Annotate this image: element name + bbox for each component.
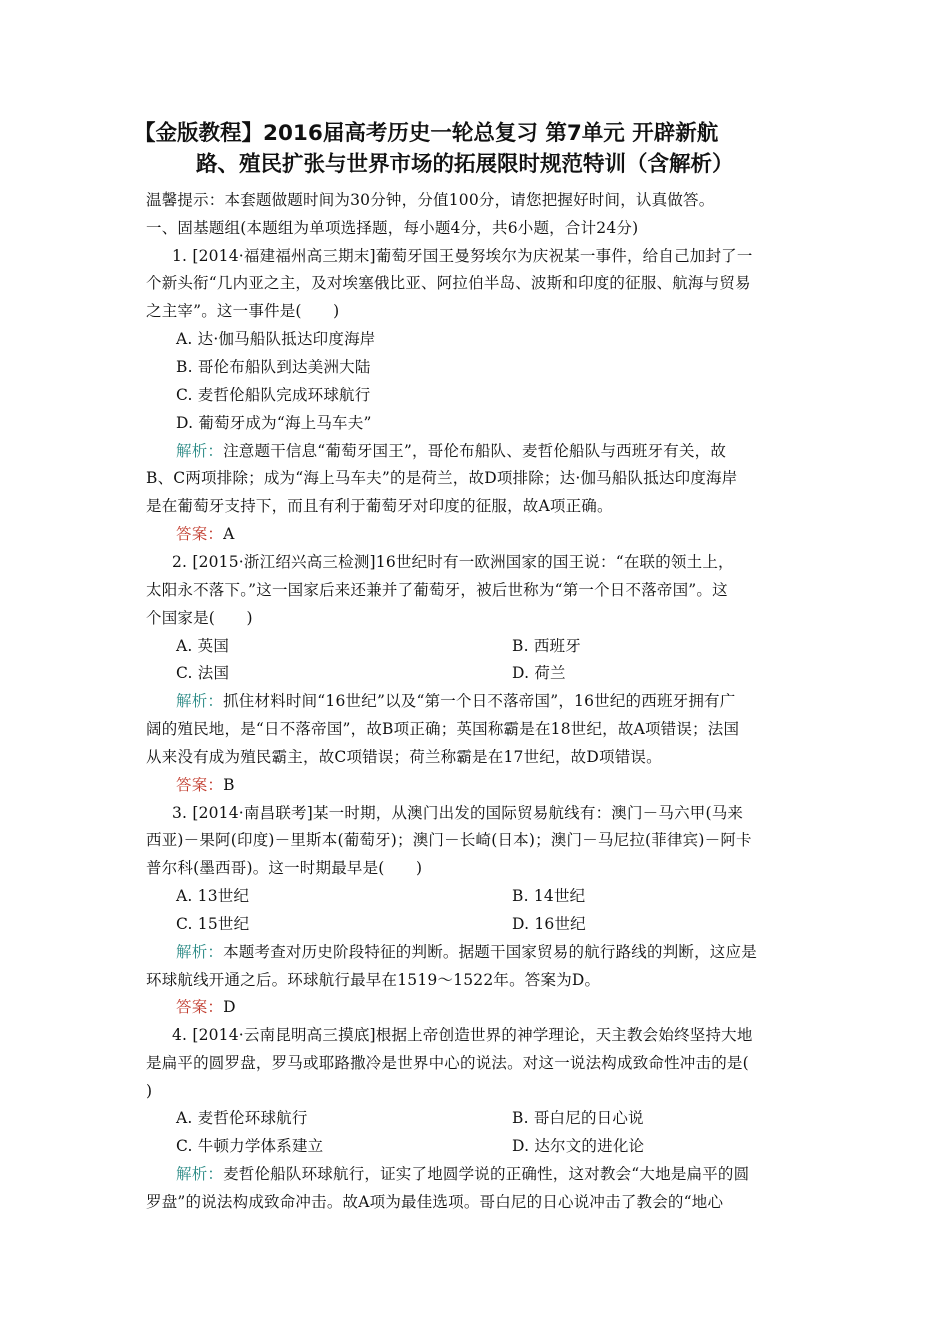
q2-analysis-line: 阔的殖民地，是“日不落帝国”，故B项正确；英国称霸是在18世纪，故A项错误；法国 <box>146 720 740 738</box>
answer-label: 答案： <box>176 776 224 794</box>
analysis-label: 解析： <box>176 692 224 710</box>
q2-option-c: C. 法国 <box>176 664 230 682</box>
analysis-label: 解析： <box>176 442 224 460</box>
q2-answer <box>176 775 235 795</box>
q2-option-d: D. 荷兰 <box>512 664 566 682</box>
analysis-label: 解析： <box>176 1165 224 1183</box>
q4-stem-line: ) <box>146 1082 153 1100</box>
q2-option-b: B. 西班牙 <box>512 637 581 655</box>
analysis-label: 解析： <box>176 943 224 961</box>
document-title <box>120 118 850 180</box>
q4-option-b: B. 哥白尼的日心说 <box>512 1109 644 1127</box>
q1-answer <box>176 524 235 544</box>
q4-analysis-line: 罗盘”的说法构成致命冲击。故A项为最佳选项。哥白尼的日心说冲击了教会的“地心 <box>146 1193 724 1211</box>
tip-text: 温馨提示：本套题做题时间为30分钟，分值100分，请您把握好时间，认真做答。 <box>146 191 715 209</box>
q4-stem-line: 4. [2014·云南昆明高三摸底]根据上帝创造世界的神学理论，天主教会始终坚持大地 <box>172 1026 753 1044</box>
q4-option-d: D. 达尔文的进化论 <box>512 1137 645 1155</box>
q1-option-a: A. 达·伽马船队抵达印度海岸 <box>176 330 376 348</box>
q2-option-a: A. 英国 <box>176 637 230 655</box>
q4-option-c: C. 牛顿力学体系建立 <box>176 1137 324 1155</box>
q3-option-c: C. 15世纪 <box>176 915 250 933</box>
q1-stem-line: 个新头衔“几内亚之主，及对埃塞俄比亚、阿拉伯半岛、波斯和印度的征服、航海与贸易 <box>146 274 751 292</box>
q4-analysis-line <box>176 1164 749 1184</box>
q3-analysis-line: 环球航线开通之后。环球航行最早在1519～1522年。答案为D。 <box>146 971 601 989</box>
q1-analysis-text: 注意题干信息“葡萄牙国王”，哥伦布船队、麦哲伦船队与西班牙有关，故 <box>223 442 727 460</box>
q3-stem-line: 普尔科(墨西哥)。这一时期最早是( ) <box>146 859 423 877</box>
q2-analysis-line <box>176 691 735 711</box>
q3-option-d: D. 16世纪 <box>512 915 586 933</box>
q3-answer-value: D <box>223 998 236 1016</box>
q1-option-c: C. 麦哲伦船队完成环球航行 <box>176 386 371 404</box>
q1-analysis-line <box>176 441 726 461</box>
q3-stem-line: 西亚)－果阿(印度)－里斯本(葡萄牙)；澳门－长崎(日本)；澳门－马尼拉(菲律宾)－阿卡 <box>146 831 752 849</box>
q1-analysis-line: B、C两项排除；成为“海上马车夫”的是荷兰，故D项排除；达·伽马船队抵达印度海岸 <box>146 469 738 487</box>
section-heading: 一、固基题组(本题组为单项选择题，每小题4分，共6小题，合计24分) <box>146 219 639 237</box>
answer-label: 答案： <box>176 525 224 543</box>
q3-answer <box>176 997 236 1017</box>
q2-stem-line: 个国家是( ) <box>146 609 253 627</box>
title-line-2: 路、殖民扩张与世界市场的拓展限时规范特训（含解析） <box>196 152 734 177</box>
q1-answer-value: A <box>223 525 235 543</box>
q4-analysis-text: 麦哲伦船队环球航行，证实了地圆学说的正确性，这对教会“大地是扁平的圆 <box>223 1165 750 1183</box>
q2-stem-line: 2. [2015·浙江绍兴高三检测]16世纪时有一欧洲国家的国王说：“在联的领土上， <box>172 553 734 571</box>
title-line-1: 【金版教程】2016届高考历史一轮总复习 第7单元 开辟新航 <box>134 121 719 146</box>
q1-option-b: B. 哥伦布船队到达美洲大陆 <box>176 358 371 376</box>
q2-stem-line: 太阳永不落下。”这一国家后来还兼并了葡萄牙，被后世称为“第一个日不落帝国”。这 <box>146 581 728 599</box>
q2-analysis-line: 从来没有成为殖民霸主，故C项错误；荷兰称霸是在17世纪，故D项错误。 <box>146 748 662 766</box>
q3-stem-line: 3. [2014·南昌联考]某一时期，从澳门出发的国际贸易航线有：澳门－马六甲(马来 <box>172 804 744 822</box>
q2-answer-value: B <box>223 776 235 794</box>
answer-label: 答案： <box>176 998 224 1016</box>
q2-analysis-text: 抓住材料时间“16世纪”以及“第一个日不落帝国”，16世纪的西班牙拥有广 <box>223 692 736 710</box>
q3-analysis-text: 本题考查对历史阶段特征的判断。据题干国家贸易的航行路线的判断，这应是 <box>223 943 757 961</box>
q3-analysis-line <box>176 942 757 962</box>
q1-option-d: D. 葡萄牙成为“海上马车夫” <box>176 414 372 432</box>
q3-option-a: A. 13世纪 <box>176 887 250 905</box>
q4-stem-line: 是扁平的圆罗盘，罗马或耶路撒冷是世界中心的说法。对这一说法构成致命性冲击的是( <box>146 1054 749 1072</box>
q1-stem-line: 之主宰”。这一事件是( ) <box>146 302 340 320</box>
q3-option-b: B. 14世纪 <box>512 887 586 905</box>
q1-analysis-line: 是在葡萄牙支持下，而且有利于葡萄牙对印度的征服，故A项正确。 <box>146 497 613 515</box>
q1-stem-line: 1. [2014·福建福州高三期末]葡萄牙国王曼努埃尔为庆祝某一事件，给自己加封了一 <box>172 247 753 265</box>
q4-option-a: A. 麦哲伦环球航行 <box>176 1109 308 1127</box>
